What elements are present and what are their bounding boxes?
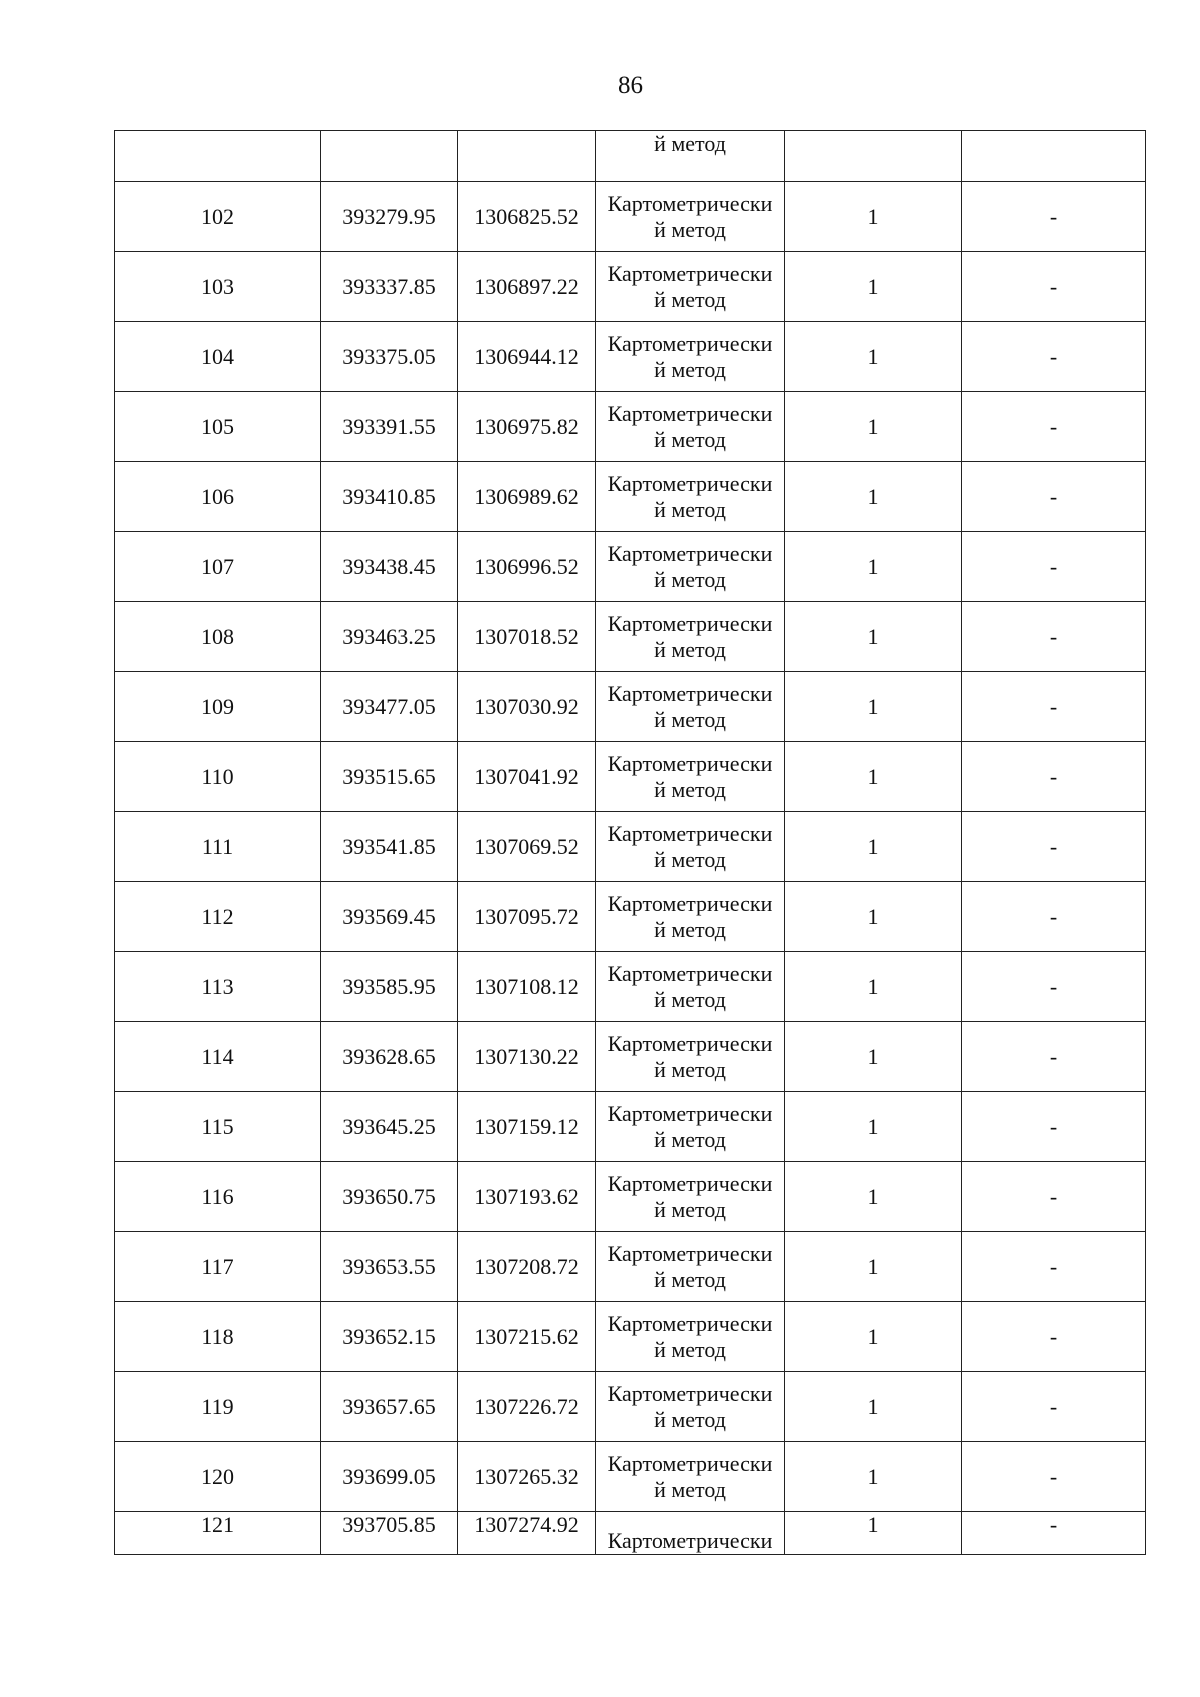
method-line-1: Картометрически [607, 260, 773, 286]
cell-x: 393653.55 [321, 1232, 458, 1302]
cell-y: 1306989.62 [458, 462, 596, 532]
cell-y: 1307274.92 [458, 1512, 596, 1555]
cell-accuracy: 1 [785, 672, 962, 742]
cell-y: 1307208.72 [458, 1232, 596, 1302]
cell-y: 1307108.12 [458, 952, 596, 1022]
cell-point-number: 112 [115, 882, 321, 952]
cell-method [596, 672, 785, 742]
method-line-2: й метод [654, 846, 726, 872]
cell-note: - [962, 392, 1146, 462]
cell-note: - [962, 1092, 1146, 1162]
cell-note: - [962, 1232, 1146, 1302]
method-line-1: Картометрически [607, 1450, 773, 1476]
cell-accuracy: 1 [785, 322, 962, 392]
method-line-2: й метод [654, 1476, 726, 1502]
method-line-1: Картометрически [607, 540, 773, 566]
method-line-2: й метод [654, 1266, 726, 1292]
cell-point-number: 107 [115, 532, 321, 602]
cell-point-number: 111 [115, 812, 321, 882]
method-line-1: Картометрически [607, 400, 773, 426]
cell-x: 393541.85 [321, 812, 458, 882]
cell-y: 1307159.12 [458, 1092, 596, 1162]
cell-accuracy: 1 [785, 812, 962, 882]
table-row [115, 462, 1146, 532]
cell-accuracy: 1 [785, 1022, 962, 1092]
cell-note: - [962, 322, 1146, 392]
cell-method [596, 602, 785, 672]
table-row [115, 602, 1146, 672]
cell-x [321, 131, 458, 182]
method-line-2: й метод [654, 286, 726, 312]
cell-point-number: 105 [115, 392, 321, 462]
cell-y: 1307018.52 [458, 602, 596, 672]
cell-y [458, 131, 596, 182]
method-line-1: Картометрически [607, 1030, 773, 1056]
cell-x: 393477.05 [321, 672, 458, 742]
cell-accuracy: 1 [785, 742, 962, 812]
table-row [115, 1092, 1146, 1162]
method-line-1: Картометрически [607, 330, 773, 356]
cell-x: 393705.85 [321, 1512, 458, 1555]
cell-point-number: 104 [115, 322, 321, 392]
method-line-1: Картометрически [607, 820, 773, 846]
cell-note: - [962, 462, 1146, 532]
cell-note: - [962, 602, 1146, 672]
cell-note: - [962, 672, 1146, 742]
cell-point-number: 117 [115, 1232, 321, 1302]
cell-method [596, 1022, 785, 1092]
cell-x: 393699.05 [321, 1442, 458, 1512]
table-row [115, 672, 1146, 742]
table-row [115, 812, 1146, 882]
cell-point-number: 106 [115, 462, 321, 532]
cell-x: 393515.65 [321, 742, 458, 812]
cell-y: 1307226.72 [458, 1372, 596, 1442]
table-row [115, 742, 1146, 812]
cell-method [596, 1442, 785, 1512]
cell-note: - [962, 1512, 1146, 1555]
cell-note: - [962, 1022, 1146, 1092]
table-row [115, 1022, 1146, 1092]
page-number: 86 [618, 72, 643, 99]
cell-accuracy: 1 [785, 1512, 962, 1555]
cell-y: 1307193.62 [458, 1162, 596, 1232]
cell-note: - [962, 812, 1146, 882]
method-line-1: Картометрически [607, 1100, 773, 1126]
method-line-2: й метод [654, 1336, 726, 1362]
method-line-1: Картометрически [607, 1528, 773, 1553]
cell-point-number: 121 [115, 1512, 321, 1555]
table-row [115, 1162, 1146, 1232]
cell-accuracy: 1 [785, 1442, 962, 1512]
cell-y: 1306996.52 [458, 532, 596, 602]
cell-y: 1307265.32 [458, 1442, 596, 1512]
cell-accuracy: 1 [785, 462, 962, 532]
method-line-1: Картометрически [607, 190, 773, 216]
cell-x: 393463.25 [321, 602, 458, 672]
method-line-1: Картометрически [607, 610, 773, 636]
method-line-2: й метод [654, 636, 726, 662]
cell-y: 1307041.92 [458, 742, 596, 812]
cell-y: 1307215.62 [458, 1302, 596, 1372]
cell-method [596, 1232, 785, 1302]
cell-point-number: 114 [115, 1022, 321, 1092]
cell-accuracy: 1 [785, 952, 962, 1022]
method-line-2: й метод [654, 216, 726, 242]
cell-method [596, 742, 785, 812]
cell-method [596, 462, 785, 532]
cell-method [596, 1092, 785, 1162]
coordinates-table [114, 130, 1146, 1555]
cell-y: 1306825.52 [458, 182, 596, 252]
table-row [115, 532, 1146, 602]
cell-point-number: 103 [115, 252, 321, 322]
method-line-2: й метод [654, 1406, 726, 1432]
cell-note: - [962, 882, 1146, 952]
cell-method [596, 882, 785, 952]
table-row [115, 1302, 1146, 1372]
method-line-2: й метод [654, 706, 726, 732]
method-line-1: Картометрически [607, 1240, 773, 1266]
cell-x: 393650.75 [321, 1162, 458, 1232]
method-line-1: Картометрически [607, 680, 773, 706]
method-line-1: Картометрически [607, 890, 773, 916]
cell-x: 393279.95 [321, 182, 458, 252]
cell-point-number: 115 [115, 1092, 321, 1162]
cell-x: 393391.55 [321, 392, 458, 462]
table-row [115, 952, 1146, 1022]
cell-x: 393410.85 [321, 462, 458, 532]
cell-point-number: 120 [115, 1442, 321, 1512]
cell-point-number: 108 [115, 602, 321, 672]
cell-x: 393569.45 [321, 882, 458, 952]
method-line-1: Картометрически [607, 1310, 773, 1336]
cell-point-number: 102 [115, 182, 321, 252]
cell-accuracy: 1 [785, 882, 962, 952]
cell-point-number [115, 131, 321, 182]
cell-y: 1306975.82 [458, 392, 596, 462]
cell-point-number: 109 [115, 672, 321, 742]
cell-accuracy: 1 [785, 1372, 962, 1442]
cell-note: - [962, 1372, 1146, 1442]
cell-note: - [962, 532, 1146, 602]
cell-accuracy: 1 [785, 1092, 962, 1162]
table-row [115, 882, 1146, 952]
table-row [115, 1442, 1146, 1512]
cell-x: 393652.15 [321, 1302, 458, 1372]
method-line-2: й метод [654, 986, 726, 1012]
cell-accuracy: 1 [785, 602, 962, 672]
cell-accuracy: 1 [785, 1302, 962, 1372]
cell-note: - [962, 182, 1146, 252]
cell-note: - [962, 1442, 1146, 1512]
method-line-2: й метод [654, 496, 726, 522]
cell-accuracy: 1 [785, 532, 962, 602]
cell-x: 393337.85 [321, 252, 458, 322]
cell-accuracy: 1 [785, 252, 962, 322]
cell-point-number: 118 [115, 1302, 321, 1372]
table-row [115, 1512, 1146, 1555]
method-line-2: й метод [654, 566, 726, 592]
cell-y: 1306944.12 [458, 322, 596, 392]
cell-method [596, 1372, 785, 1442]
table-row [115, 322, 1146, 392]
method-line-2: й метод [654, 356, 726, 382]
cell-method [596, 812, 785, 882]
cell-x: 393585.95 [321, 952, 458, 1022]
cell-method: й метод [596, 131, 785, 182]
method-line-2: й метод [654, 776, 726, 802]
method-line-1: Картометрически [607, 960, 773, 986]
cell-point-number: 119 [115, 1372, 321, 1442]
cell-y: 1306897.22 [458, 252, 596, 322]
cell-method [596, 392, 785, 462]
method-line-2: й метод [654, 1196, 726, 1222]
cell-x: 393375.05 [321, 322, 458, 392]
method-line-1: Картометрически [607, 1380, 773, 1406]
cell-x: 393657.65 [321, 1372, 458, 1442]
cell-note: - [962, 742, 1146, 812]
method-line-2: й метод [654, 426, 726, 452]
table-row [115, 392, 1146, 462]
cell-y: 1307069.52 [458, 812, 596, 882]
cell-method [596, 322, 785, 392]
table-row-continued [115, 131, 1146, 182]
cell-x: 393645.25 [321, 1092, 458, 1162]
cell-note: - [962, 1162, 1146, 1232]
cell-method [596, 1302, 785, 1372]
method-line-2: й метод [654, 916, 726, 942]
cell-y: 1307130.22 [458, 1022, 596, 1092]
method-line-2: й метод [654, 1056, 726, 1082]
cell-method [596, 182, 785, 252]
cell-accuracy [785, 131, 962, 182]
cell-accuracy: 1 [785, 182, 962, 252]
cell-method [596, 252, 785, 322]
method-line-1: Картометрически [607, 1170, 773, 1196]
cell-accuracy: 1 [785, 392, 962, 462]
cell-x: 393438.45 [321, 532, 458, 602]
cell-method [596, 1512, 785, 1555]
cell-y: 1307030.92 [458, 672, 596, 742]
table-row [115, 1232, 1146, 1302]
cell-note: - [962, 1302, 1146, 1372]
cell-method [596, 952, 785, 1022]
cell-note: - [962, 952, 1146, 1022]
cell-method [596, 532, 785, 602]
cell-x: 393628.65 [321, 1022, 458, 1092]
cell-method [596, 1162, 785, 1232]
table-row [115, 182, 1146, 252]
cell-accuracy: 1 [785, 1162, 962, 1232]
cell-note: - [962, 252, 1146, 322]
cell-y: 1307095.72 [458, 882, 596, 952]
method-line-1: Картометрически [607, 750, 773, 776]
table-row [115, 252, 1146, 322]
table-row [115, 1372, 1146, 1442]
cell-point-number: 110 [115, 742, 321, 812]
method-line-1: Картометрически [607, 470, 773, 496]
cell-accuracy: 1 [785, 1232, 962, 1302]
cell-point-number: 116 [115, 1162, 321, 1232]
cell-point-number: 113 [115, 952, 321, 1022]
method-line-2: й метод [654, 1126, 726, 1152]
cell-note [962, 131, 1146, 182]
